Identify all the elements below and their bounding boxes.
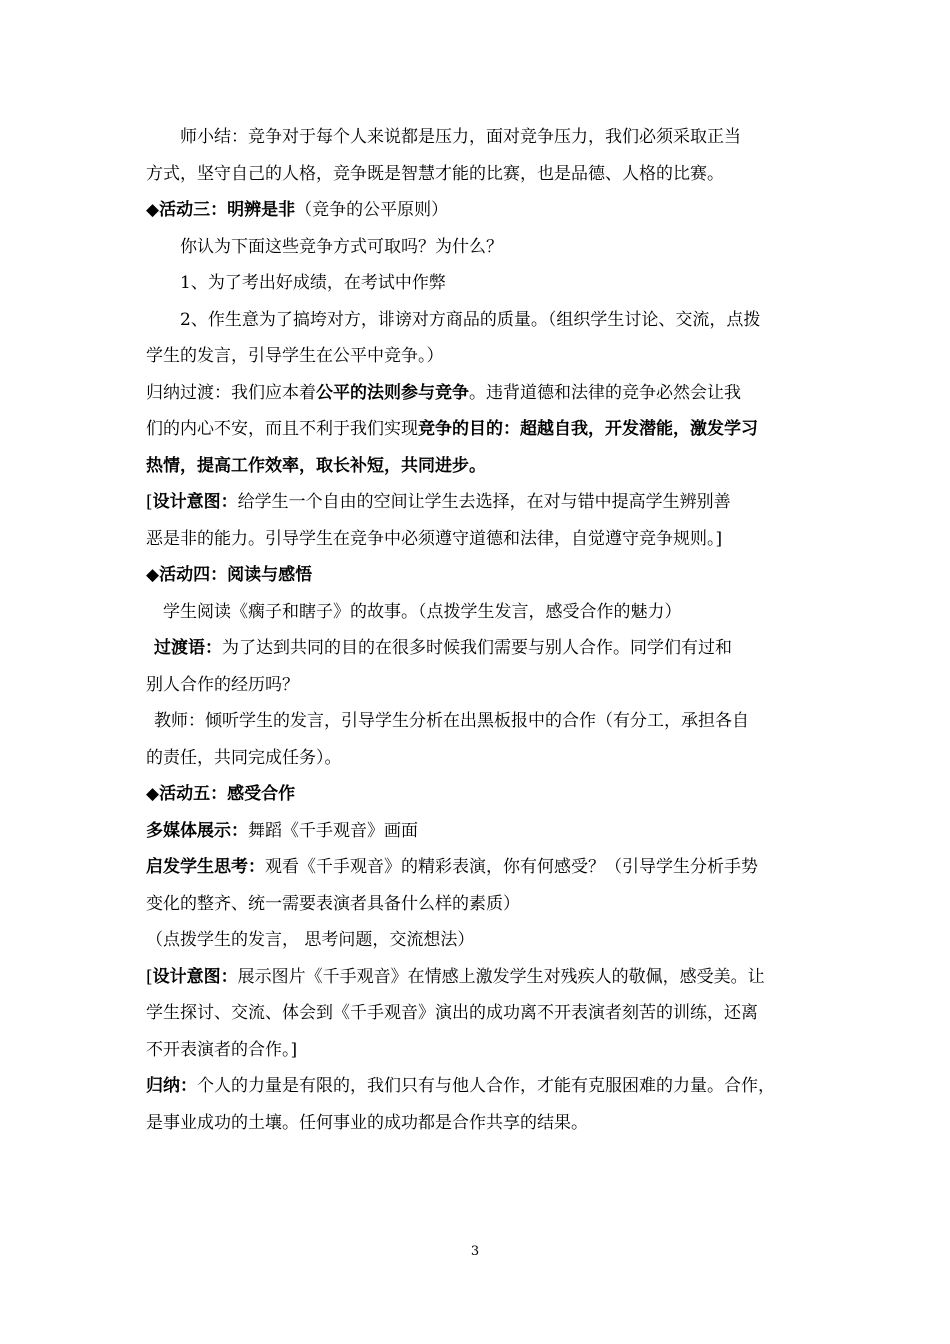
activity5-heading: ◆活动五：感受合作 [146,784,296,804]
design-intent-1-line-2: 恶是非的能力。引导学生在竞争中必须遵守道德和法律，自觉遵守竞争规则。] [146,528,723,549]
bracket-open: [ [146,492,153,512]
transition-text-c: 们的内心不安，而且不利于我们实现 [146,419,418,439]
transition-line-3: 热情，提高工作效率，取长补短，共同进步。 [146,455,486,476]
design-intent-label: 设计意图： [152,492,238,512]
multimedia-text: 舞蹈《千手观音》画面 [248,820,418,841]
bracket-open-2: [ [146,966,153,987]
design-intent-2-label: 设计意图： [152,966,238,987]
transition-2-text: 为了达到共同的目的在很多时候我们需要与别人合作。同学们有过和 [222,638,732,658]
teacher-line-1: 教师：倾听学生的发言，引导学生分析在出黑板报中的合作（有分工，承担各自 [154,711,749,731]
activity3-heading [146,192,814,229]
transition-text-a: 归纳过渡：我们应本着 [146,382,316,403]
think-label: 启发学生思考： [146,857,265,877]
activity4-reading: 学生阅读《瘸子和瞎子》的故事。（点拨学生发言，感受合作的魅力） [163,601,682,622]
teacher-line-2: 的责任，共同完成任务）。 [146,747,342,768]
design-intent-1-line-1 [146,484,814,521]
transition-line-1 [146,375,814,412]
transition-text-b: 。违背道德和法律的竞争必然会让我 [469,382,741,403]
think-line-1 [146,849,814,886]
design-intent-2-text: 展示图片《千手观音》在情感上激发学生对残疾人的敬佩，感受美。让 [237,966,765,987]
transition-2-label: 过渡语： [154,638,222,658]
design-intent-2-line-2: 学生探讨、交流、体会到《千手观音》演出的成功离不开表演者刻苦的训练，还离 [146,1003,758,1023]
conclusion-line-2: 是事业成功的土壤。任何事业的成功都是合作共享的结果。 [146,1112,588,1133]
summary-line-2: 方式，坚守自己的人格，竞争既是智慧才能的比赛，也是品德、人格的比赛。 [146,163,724,184]
conclusion-line-1 [146,1068,814,1105]
think-text: 观看《千手观音》的精彩表演，你有何感受？（引导学生分析手势 [265,857,758,877]
transition-emphasis-b: 竞争的目的：超越自我，开发潜能，激发学习 [418,419,758,439]
activity3-question: 你认为下面这些竞争方式可取吗？为什么？ [180,236,503,257]
transition-line-2 [146,411,814,448]
document-body [146,119,814,1141]
page-number: 3 [470,1244,480,1259]
conclusion-label: 归纳： [146,1076,197,1096]
design-intent-2-line-1 [146,959,814,996]
activity4-heading: ◆活动四：阅读与感悟 [146,565,313,585]
activity3-item-1: 1、为了考出好成绩，在考试中作弊 [180,273,446,293]
think-line-3: （点拨学生的发言， 思考问题，交流想法） [146,930,475,950]
activity3-title: ◆活动三：明辨是非 [146,200,296,220]
transition-2-line-2: 别人合作的经历吗？ [146,674,299,695]
multimedia-line [146,813,814,850]
design-intent-text: 给学生一个自由的空间让学生去选择，在对与错中提高学生辨别善 [237,492,731,512]
transition-emphasis-a: 公平的法则参与竞争 [316,382,469,403]
think-line-2: 变化的整齐、统一需要表演者具备什么样的素质） [146,893,520,914]
multimedia-label: 多媒体展示： [146,820,248,841]
summary-line-1: 师小结：竞争对于每个人来说都是压力，面对竞争压力，我们必须采取正当 [180,127,741,147]
conclusion-text: 个人的力量是有限的，我们只有与他人合作，才能有克服困难的力量。合作， [197,1076,775,1096]
transition-2-line-1 [146,630,814,667]
activity3-item-2-line-2: 学生的发言，引导学生在公平中竞争。） [146,346,444,366]
activity3-item-2-line-1: 2、作生意为了搞垮对方，诽谤对方商品的质量。（组织学生讨论、交流，点拨 [180,309,761,330]
activity3-subtitle: （竞争的公平原则） [295,200,449,220]
design-intent-2-line-3: 不开表演者的合作。] [146,1039,298,1060]
